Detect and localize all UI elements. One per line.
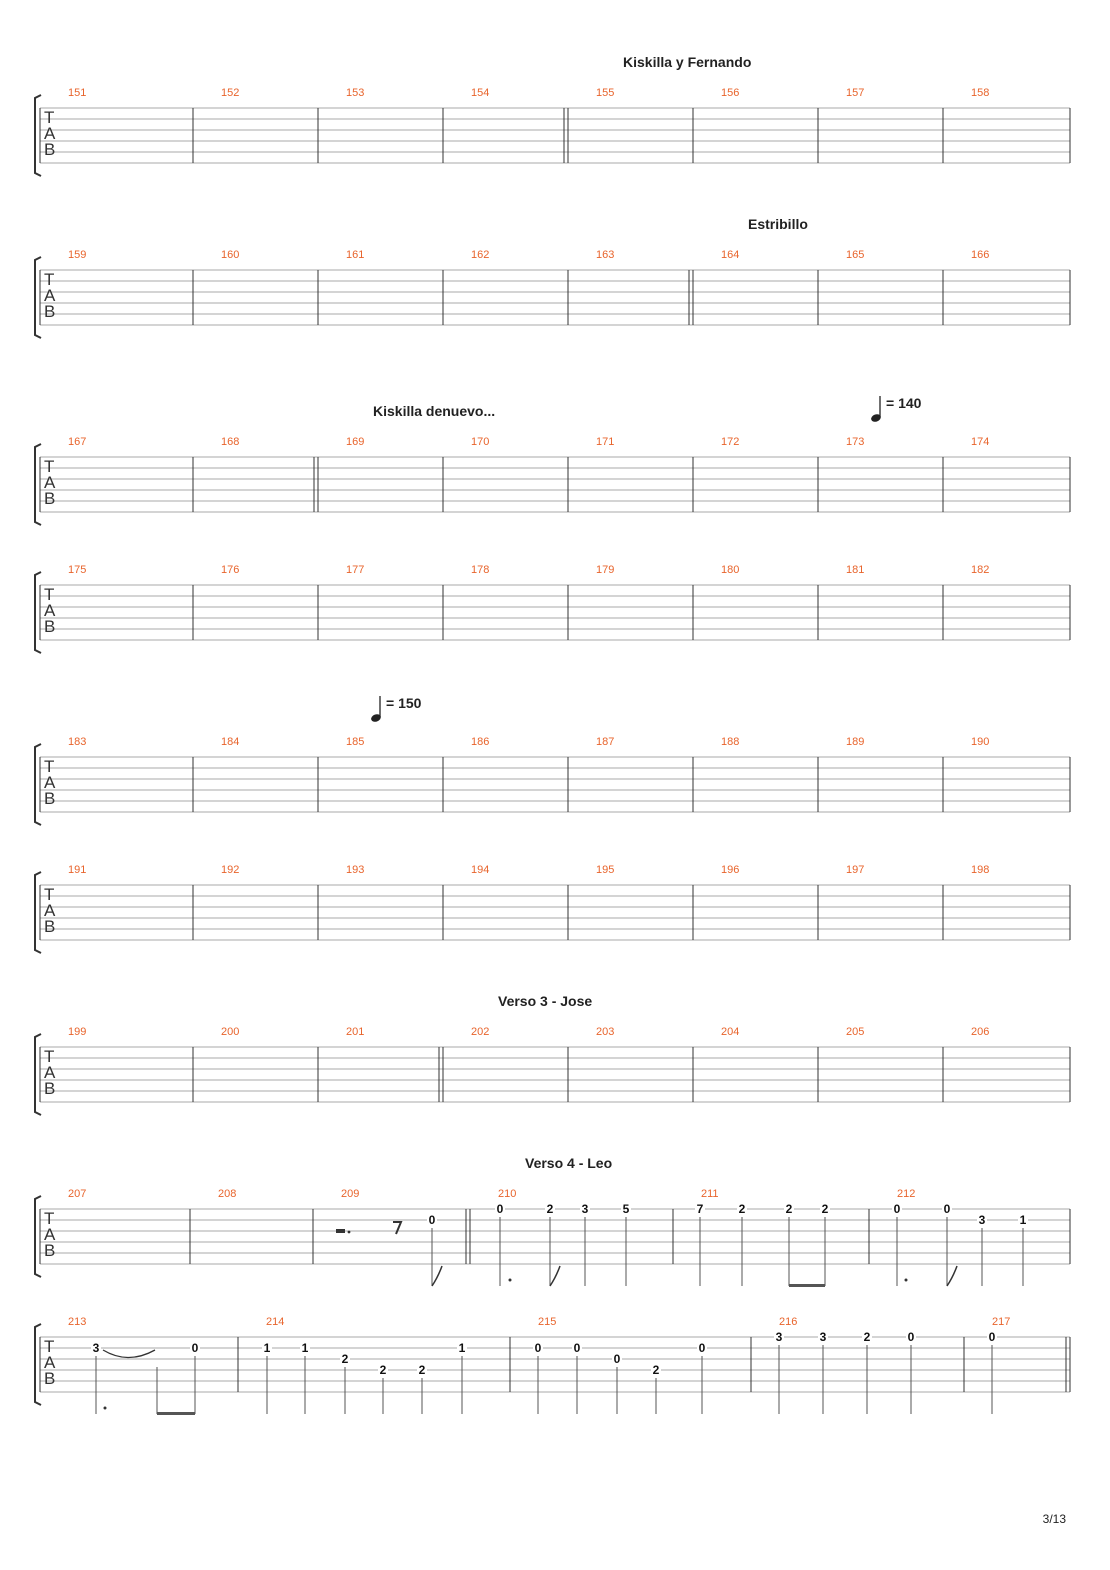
tab-clef-letter: T: [44, 270, 55, 289]
measure-number: 158: [971, 87, 990, 99]
measure-number: 198: [971, 864, 990, 876]
staff-system: [35, 1316, 1070, 1415]
measure-number: 216: [779, 1316, 798, 1328]
dot: [905, 1279, 908, 1282]
tab-clef-letter: A: [44, 473, 56, 492]
measure-number: 195: [596, 864, 615, 876]
section-label: Kiskilla y Fernando: [623, 54, 752, 70]
measure-number: 169: [346, 436, 365, 448]
fret-number: 1: [458, 1341, 466, 1355]
measure-number: 205: [846, 1026, 865, 1038]
eighth-rest: [393, 1222, 401, 1234]
dot: [104, 1407, 107, 1410]
measure-number: 200: [221, 1026, 240, 1038]
measure-number: 165: [846, 249, 865, 261]
measure-number: 167: [68, 436, 87, 448]
staff-system: [35, 216, 1070, 338]
measure-number: 208: [218, 1188, 237, 1200]
measure-number: 211: [701, 1188, 719, 1200]
tab-clef-letter: B: [44, 1079, 56, 1098]
measure-number: 171: [596, 436, 615, 448]
measure-number: 173: [846, 436, 865, 448]
tab-clef-letter: B: [44, 917, 56, 936]
staff-system: [35, 54, 1070, 176]
fret-number: 2: [418, 1363, 426, 1377]
measure-number: 178: [471, 564, 490, 576]
measure-number: 174: [971, 436, 990, 448]
measure-number: 203: [596, 1026, 615, 1038]
tab-clef-letter: T: [44, 457, 55, 476]
fret-number: 2: [863, 1330, 871, 1344]
tab-clef-letter: B: [44, 1369, 56, 1388]
measure-number: 181: [846, 564, 865, 576]
tab-clef-letter: A: [44, 1353, 56, 1372]
beam: [789, 1284, 825, 1287]
fret-number: 0: [534, 1341, 542, 1355]
note-flag: [550, 1266, 560, 1286]
fret-number: 3: [819, 1330, 827, 1344]
measure-number: 209: [341, 1188, 360, 1200]
tab-clef-letter: B: [44, 302, 56, 321]
section-label: Verso 4 - Leo: [525, 1155, 613, 1171]
fret-number: 3: [581, 1202, 589, 1216]
fret-number: 2: [652, 1363, 660, 1377]
dot: [509, 1279, 512, 1282]
fret-number: 0: [698, 1341, 706, 1355]
measure-number: 199: [68, 1026, 87, 1038]
measure-number: 153: [346, 87, 365, 99]
measure-number: 157: [846, 87, 865, 99]
fret-number: 0: [428, 1213, 436, 1227]
tab-clef-letter: B: [44, 1241, 56, 1260]
fret-number: 1: [301, 1341, 309, 1355]
measure-number: 186: [471, 736, 490, 748]
fret-number: 3: [775, 1330, 783, 1344]
measure-number: 210: [498, 1188, 517, 1200]
section-label: Estribillo: [748, 216, 808, 232]
tab-clef-letter: A: [44, 1063, 56, 1082]
measure-number: 193: [346, 864, 365, 876]
measure-number: 156: [721, 87, 740, 99]
tab-clef-letter: B: [44, 489, 56, 508]
measure-number: 212: [897, 1188, 916, 1200]
measure-number: 184: [221, 736, 240, 748]
measure-number: 155: [596, 87, 615, 99]
staff-system: [35, 1155, 1070, 1287]
fret-number: 1: [1019, 1213, 1027, 1227]
measure-number: 154: [471, 87, 490, 99]
measure-number: 213: [68, 1316, 87, 1328]
measure-number: 197: [846, 864, 865, 876]
fret-number: 7: [696, 1202, 704, 1216]
half-rest: [336, 1229, 345, 1233]
fret-number: 0: [613, 1352, 621, 1366]
fret-number: 0: [573, 1341, 581, 1355]
measure-number: 166: [971, 249, 990, 261]
measure-number: 185: [346, 736, 365, 748]
page-number: 3/13: [1042, 1512, 1066, 1526]
measure-number: 163: [596, 249, 615, 261]
measure-number: 215: [538, 1316, 557, 1328]
beam: [157, 1412, 195, 1415]
staff-system: [35, 395, 1070, 525]
measure-number: 201: [346, 1026, 365, 1038]
tab-clef-letter: T: [44, 585, 55, 604]
measure-number: 177: [346, 564, 365, 576]
measure-number: 151: [68, 87, 87, 99]
staff-system: [35, 864, 1070, 953]
fret-number: 0: [191, 1341, 199, 1355]
measure-number: 206: [971, 1026, 990, 1038]
measure-number: 152: [221, 87, 240, 99]
fret-number: 5: [622, 1202, 630, 1216]
tempo-marking: = 150: [386, 695, 422, 711]
measure-number: 160: [221, 249, 240, 261]
tab-clef-letter: T: [44, 108, 55, 127]
measure-number: 191: [68, 864, 87, 876]
tab-clef-letter: A: [44, 1225, 56, 1244]
tab-clef-letter: T: [44, 1047, 55, 1066]
note-flag: [432, 1266, 442, 1286]
tab-clef-letter: B: [44, 789, 56, 808]
fret-number: 2: [379, 1363, 387, 1377]
tab-clef-letter: T: [44, 885, 55, 904]
measure-number: 183: [68, 736, 87, 748]
measure-number: 189: [846, 736, 865, 748]
measure-number: 172: [721, 436, 740, 448]
measure-number: 176: [221, 564, 240, 576]
measure-number: 196: [721, 864, 740, 876]
fret-number: 2: [738, 1202, 746, 1216]
measure-number: 188: [721, 736, 740, 748]
tab-clef-letter: T: [44, 1209, 55, 1228]
fret-number: 2: [821, 1202, 829, 1216]
measure-number: 159: [68, 249, 87, 261]
note-flag: [947, 1266, 957, 1286]
measure-number: 194: [471, 864, 490, 876]
tab-clef-letter: T: [44, 1337, 55, 1356]
measure-number: 168: [221, 436, 240, 448]
measure-number: 214: [266, 1316, 285, 1328]
fret-number: 3: [92, 1341, 100, 1355]
fret-number: 0: [988, 1330, 996, 1344]
tab-clef-letter: T: [44, 757, 55, 776]
measure-number: 207: [68, 1188, 87, 1200]
fret-number: 1: [263, 1341, 271, 1355]
measure-number: 164: [721, 249, 740, 261]
measure-number: 175: [68, 564, 87, 576]
fret-number: 0: [943, 1202, 951, 1216]
staff-system: [35, 695, 1070, 825]
tempo-marking: = 140: [886, 395, 922, 411]
measure-number: 161: [346, 249, 365, 261]
staff-system: [35, 564, 1070, 653]
tie-arc: [103, 1350, 155, 1358]
fret-number: 2: [341, 1352, 349, 1366]
fret-number: 0: [496, 1202, 504, 1216]
section-label: Verso 3 - Jose: [498, 993, 593, 1009]
measure-number: 217: [992, 1316, 1011, 1328]
fret-number: 0: [907, 1330, 915, 1344]
section-label: Kiskilla denuevo...: [373, 403, 496, 419]
measure-number: 190: [971, 736, 990, 748]
fret-number: 0: [893, 1202, 901, 1216]
tab-clef-letter: B: [44, 617, 56, 636]
tab-clef-letter: B: [44, 140, 56, 159]
tab-clef-letter: A: [44, 124, 56, 143]
measure-number: 192: [221, 864, 240, 876]
tab-clef-letter: A: [44, 601, 56, 620]
measure-number: 182: [971, 564, 990, 576]
measure-number: 179: [596, 564, 615, 576]
fret-number: 3: [978, 1213, 986, 1227]
measure-number: 170: [471, 436, 490, 448]
measure-number: 204: [721, 1026, 740, 1038]
measure-number: 187: [596, 736, 615, 748]
measure-number: 162: [471, 249, 490, 261]
tab-clef-letter: A: [44, 901, 56, 920]
measure-number: 180: [721, 564, 740, 576]
tab-clef-letter: A: [44, 773, 56, 792]
fret-number: 2: [546, 1202, 554, 1216]
staff-system: [35, 993, 1070, 1115]
fret-number: 2: [785, 1202, 793, 1216]
tab-clef-letter: A: [44, 286, 56, 305]
rest-dot: [348, 1231, 351, 1234]
measure-number: 202: [471, 1026, 490, 1038]
